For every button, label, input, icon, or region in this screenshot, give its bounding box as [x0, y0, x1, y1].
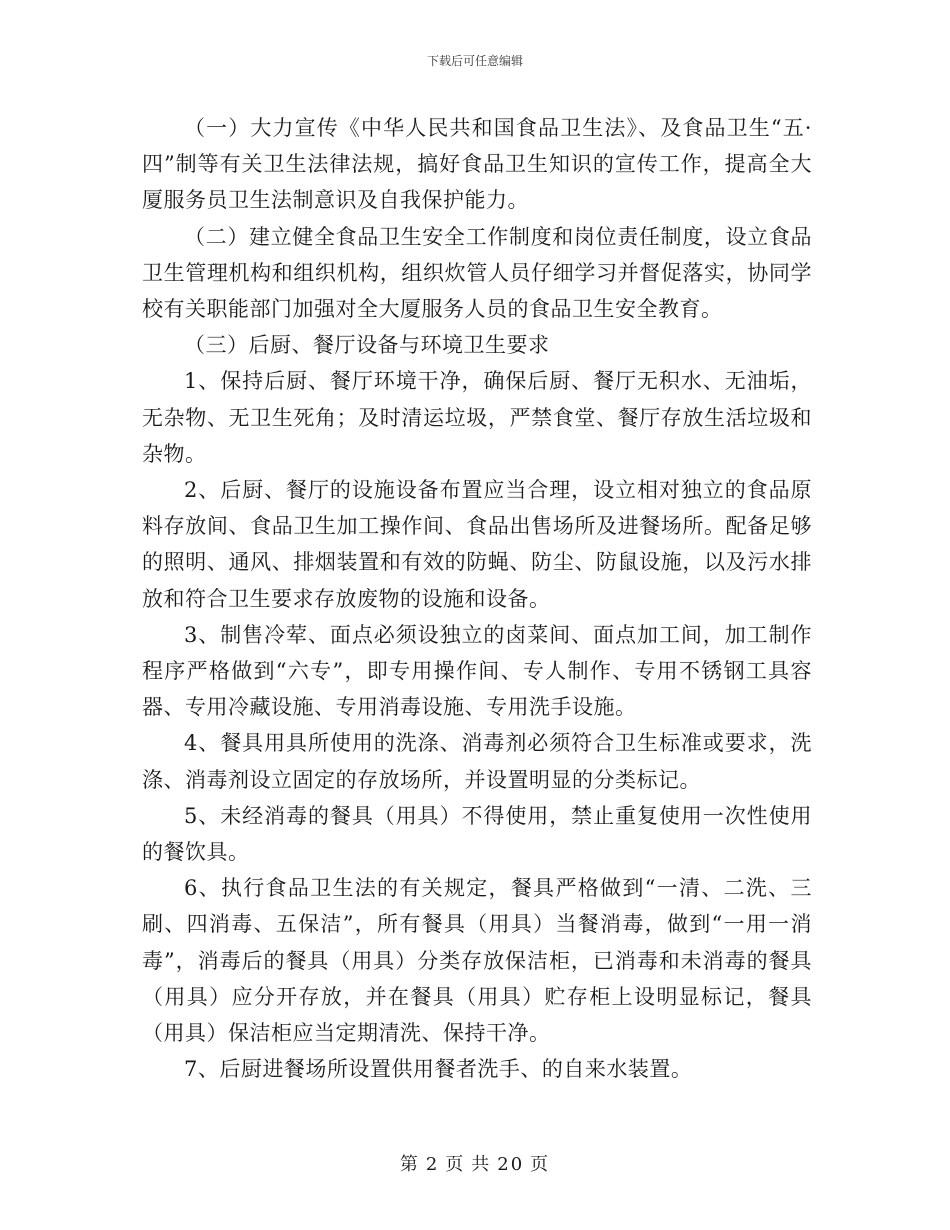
paragraph-section-2: （二）建立健全食品卫生安全工作制度和岗位责任制度，设立食品卫生管理机构和组织机构，组织炊管人员仔细学习并督促落实，协同学校有关职能部门加强对全大厦服务人员的食品卫生安全教育。 [142, 224, 812, 322]
paragraph-item-2: 2、后厨、餐厅的设施设备布置应当合理，设立相对独立的食品原料存放间、食品卫生加工操作间、食品出售场所及进餐场所。配备足够的照明、通风、排烟装置和有效的防蝇、防尘、防鼠设施，以及污水排放和符合卫生要求存放废物的设施和设备。 [142, 478, 812, 611]
paragraph-section-3-heading: （三）后厨、餐厅设备与环境卫生要求 [184, 333, 550, 358]
footer-suffix: 页 [530, 1154, 551, 1175]
paragraph-item-1: 1、保持后厨、餐厅环境干净，确保后厨、餐厅无积水、无油垢，无杂物、无卫生死角；及时清运垃圾，严禁食堂、餐厅存放生活垃圾和杂物。 [142, 369, 812, 466]
paragraph-item-5: 5、未经消毒的餐具（用具）不得使用，禁止重复使用一次性使用的餐饮具。 [142, 803, 812, 865]
paragraph-item-6: 6、执行食品卫生法的有关规定，餐具严格做到“一清、二洗、三刷、四消毒、五保洁”，所有餐具（用具）当餐消毒，做到“一用一消毒”，消毒后的餐具（用具）分类存放保洁柜，已消毒和未消毒的餐具（用具）应分开存放，并在餐具（用具）贮存柜上设明显标记，餐具（用具）保洁柜应当定期清洗、保持干净。 [142, 876, 812, 1046]
footer-total-label: 共 [471, 1154, 492, 1175]
footer-prefix: 第 [399, 1154, 420, 1175]
footer-current-page: 2 [425, 1154, 440, 1175]
footer-page-word: 页 [445, 1154, 466, 1175]
document-body [142, 110, 812, 1087]
page-number-footer [0, 1150, 950, 1176]
page-header: 下载后可任意编辑 [426, 54, 523, 68]
paragraph-item-4: 4、餐具用具所使用的洗涤、消毒剂必须符合卫生标准或要求，洗涤、消毒剂设立固定的存放场所，并设置明显的分类标记。 [142, 731, 812, 792]
footer-total-pages: 20 [497, 1154, 525, 1175]
paragraph-section-1: （一）大力宣传《中华人民共和国食品卫生法》、及食品卫生“五·四”制等有关卫生法律法规，搞好食品卫生知识的宣传工作，提高全大厦服务员卫生法制意识及自我保护能力。 [142, 116, 812, 213]
paragraph-item-7: 7、后厨进餐场所设置供用餐者洗手、的自来水装置。 [184, 1057, 693, 1082]
paragraph-item-3: 3、制售冷荤、面点必须设独立的卤菜间、面点加工间，加工制作程序严格做到“六专”，即专用操作间、专人制作、专用不锈钢工具容器、专用冷藏设施、专用消毒设施、专用洗手设施。 [142, 622, 812, 720]
